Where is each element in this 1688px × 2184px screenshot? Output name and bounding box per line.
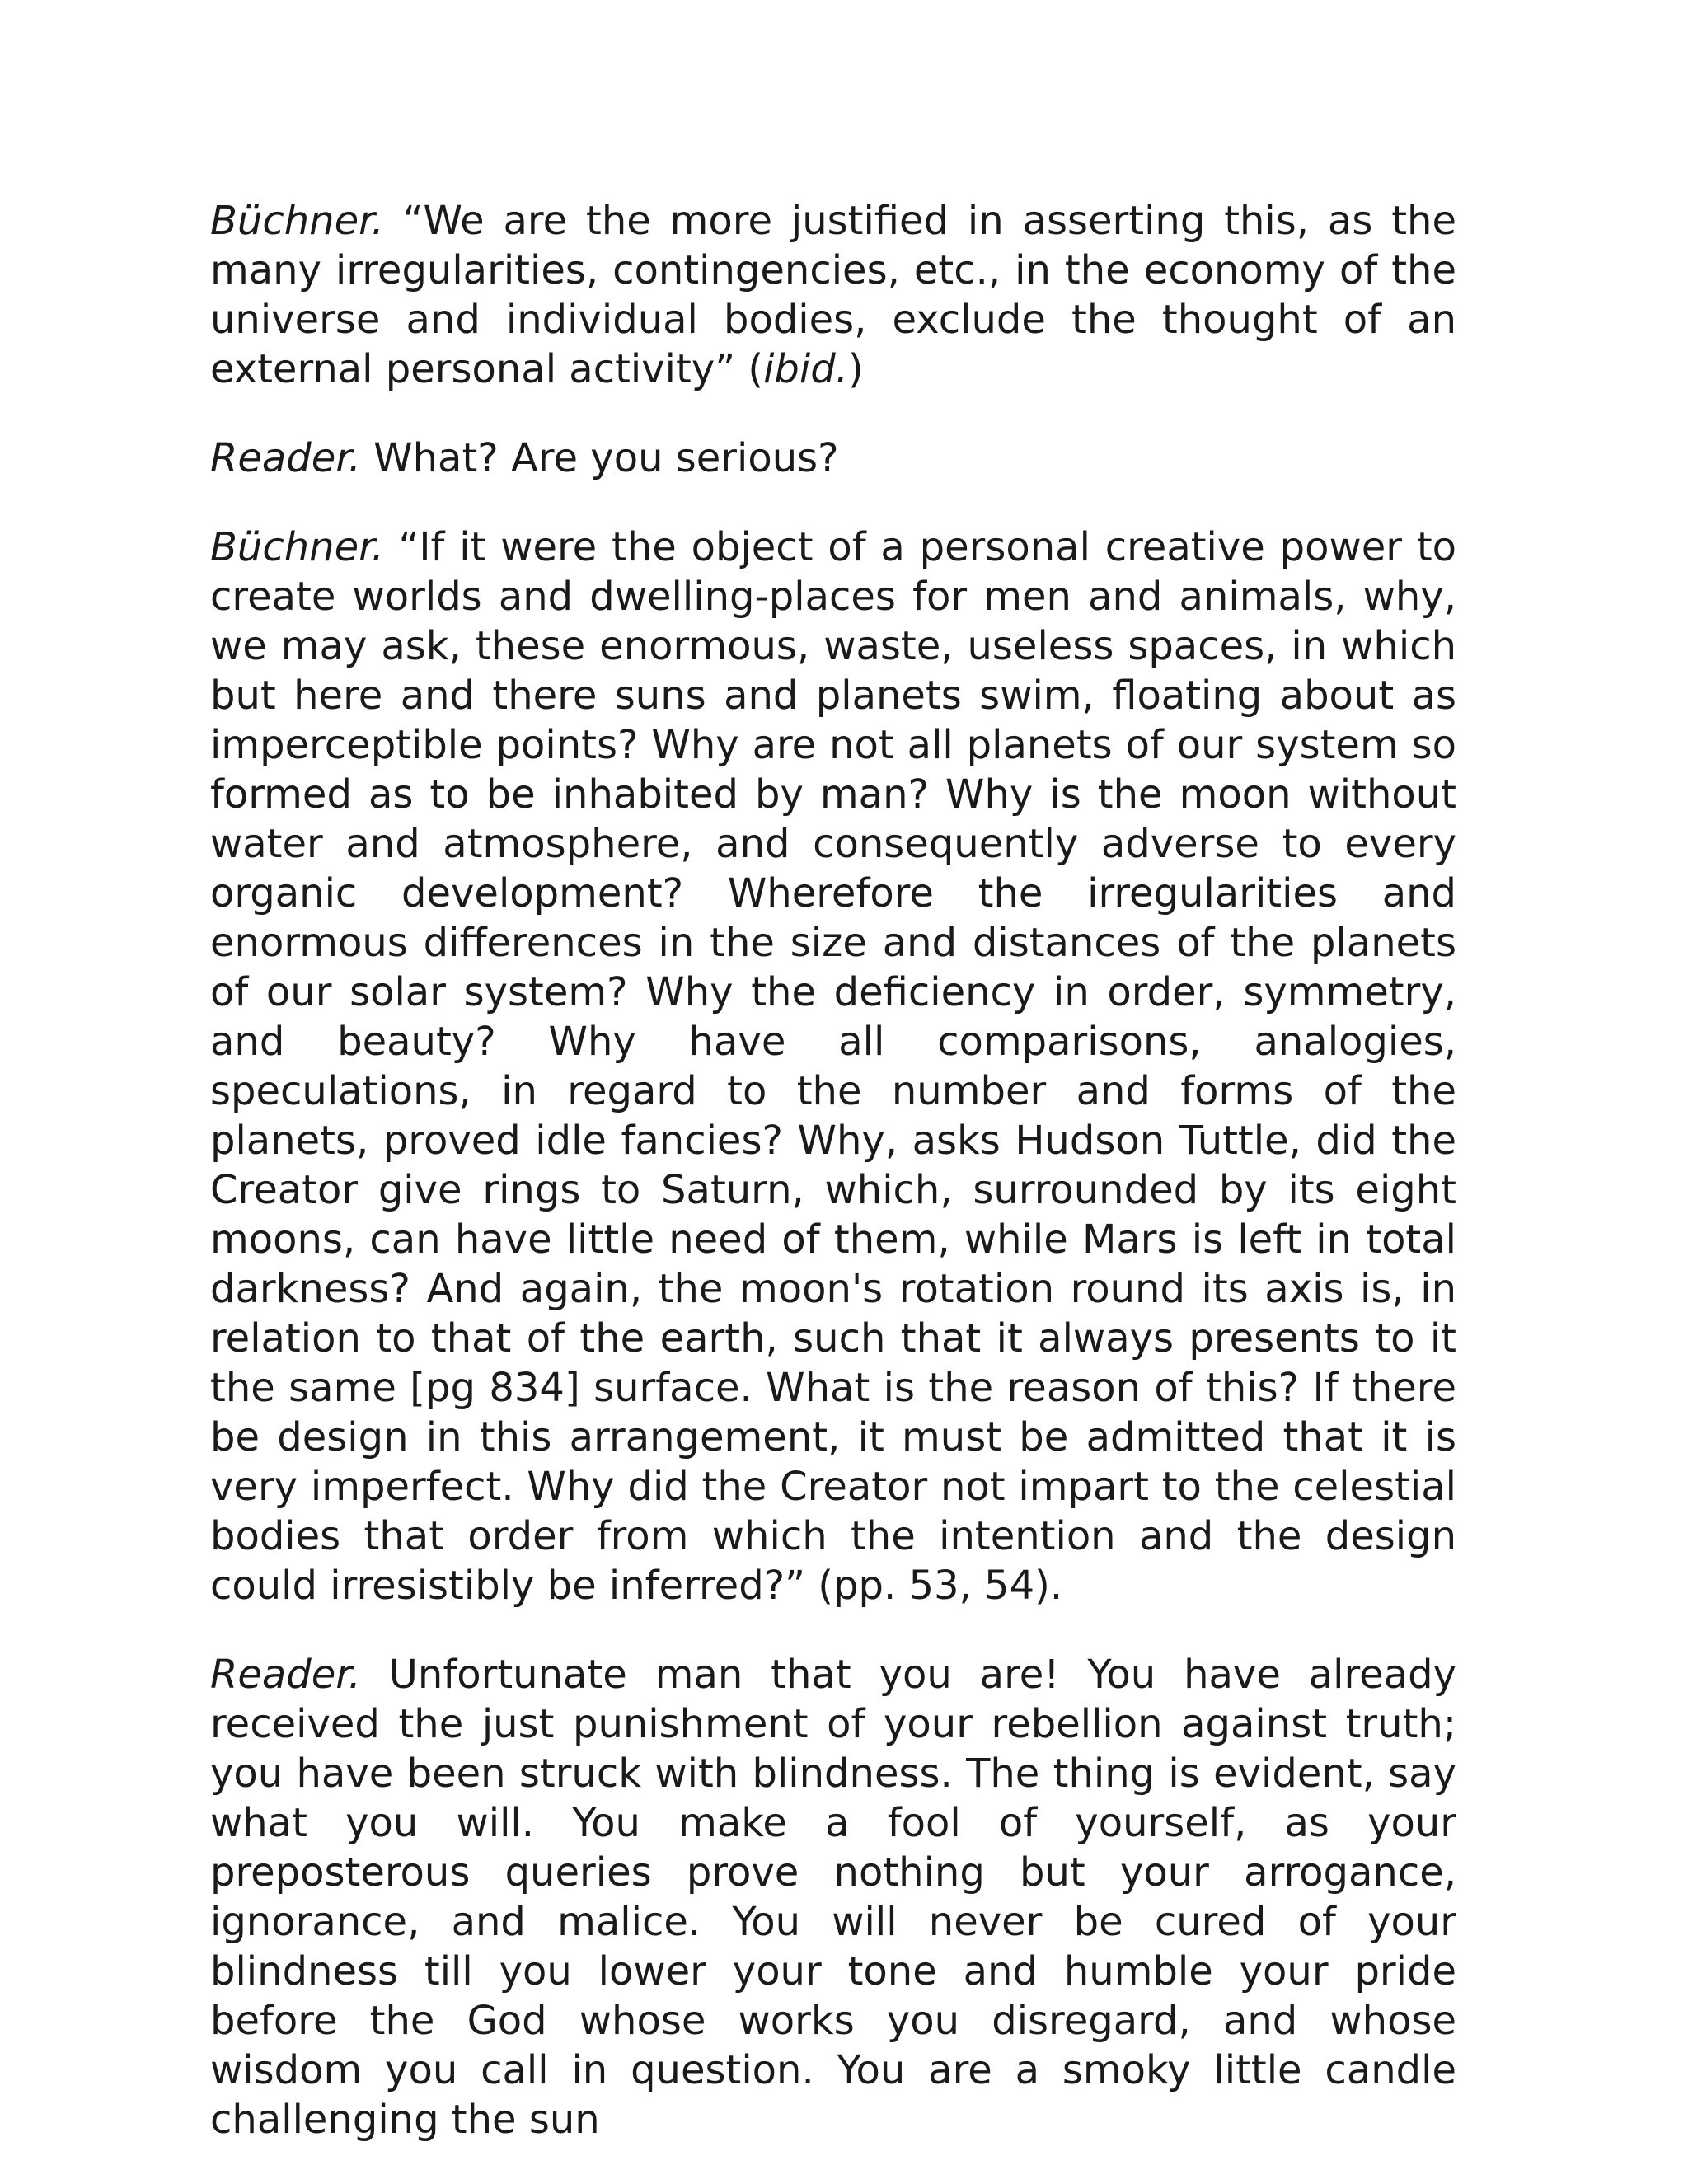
paragraph-text-end: ): [847, 346, 864, 392]
paragraph-text: “We are the more justified in asserting this, as the many irregularities, contingencies, etc., in the economy of the universe and individual bodies, exclude the thought of an external personal activity” (: [210, 198, 1456, 392]
document-page: [210, 196, 1456, 2184]
paragraph-reader-1: [210, 434, 1456, 483]
speaker-label: Büchner.: [210, 524, 384, 570]
paragraph-buchner-2: [210, 523, 1456, 1610]
speaker-label: Reader.: [210, 435, 361, 481]
paragraph-buchner-1: [210, 196, 1456, 394]
speaker-label: Büchner.: [210, 198, 384, 244]
speaker-label: Reader.: [210, 1652, 361, 1698]
paragraph-text: “If it were the object of a personal creative power to create worlds and dwelling-places for men and animals, why, we may ask, these enormous, waste, useless spaces, in which but here and there suns and planets swim, floating about as imperceptible points? Why are not all planets of our system so formed as to be inhabited by man? Why is the moon without water and atmosphere, and consequently adverse to every organic development? Wherefore the irregularities and enormous differences in the size and distances of the planets of our solar system? Why the deficiency in order, symmetry, and beauty? Why have all comparisons, analogies, speculations, in regard to the number and forms of the planets, proved idle fancies? Why, asks Hudson Tuttle, did the Creator give rings to Saturn, which, surrounded by its eight moons, can have little need of them, while Mars is left in total darkness? And again, the moon's rotation round its axis is, in relation to that of the earth, such that it always presents to it the same [pg 834] surface. What is the reason of this? If there be design in this arrangement, it must be admitted that it is very imperfect. Why did the Creator not impart to the celestial bodies that order from which the intention and the design could irresistibly be inferred?” (pp. 53, 54).: [210, 524, 1456, 1609]
paragraph-text: What? Are you serious?: [360, 435, 839, 481]
citation-ibid: ibid.: [763, 346, 848, 392]
paragraph-text: Unfortunate man that you are! You have already received the just punishment of your rebellion against truth; you have been struck with blindness. The thing is evident, say what you will. You make a fool of yourself, as your preposterous queries prove nothing but your arrogance, ignorance, and malice. You will never be cured of your blindness till you lower your tone and humble your pride before the God whose works you disregard, and whose wisdom you call in question. You are a smoky little candle challenging the sun: [210, 1652, 1456, 2143]
paragraph-reader-2: [210, 1650, 1456, 2144]
